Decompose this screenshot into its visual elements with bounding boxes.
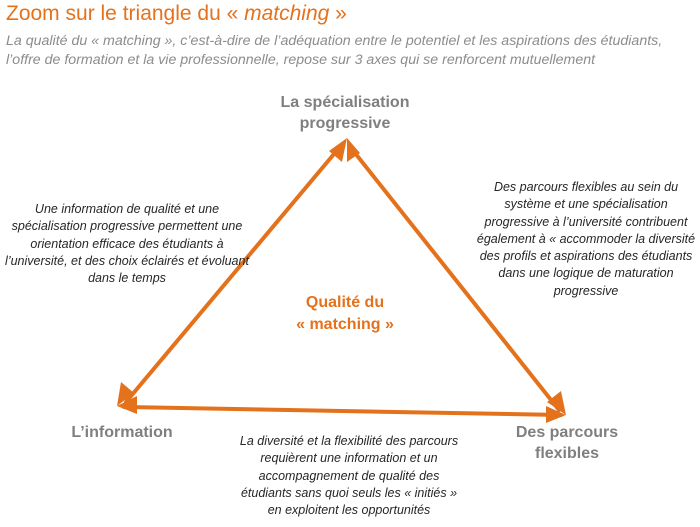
page-subtitle: La qualité du « matching », c’est-à-dire de l’adéquation entre le potentiel et les aspirations des étudiants, l’offre de formation et la vie professionnelle, repose sur 3 axes qui se renforcent mutuellement [6, 33, 663, 68]
node-specialisation-line1: La spécialisation [280, 94, 410, 111]
node-information: L’information [71, 424, 173, 441]
title-emphasis: matching [244, 2, 330, 25]
node-parcours-line1: Des parcours [515, 424, 619, 441]
note-parcours-specialisation: Des parcours flexibles au sein du système et une spécialisation progressive à l’université contribuent également à « accommoder la diversité des profils et aspirations des étudiants dans une logique de maturation progressive [476, 180, 696, 298]
node-specialisation [240, 92, 450, 134]
title-prefix: Zoom sur le triangle du « [6, 2, 245, 25]
note-information-specialisation: Une information de qualité et une spécialisation progressive permettent une orientation efficace des étudiants à l’université, et des choix éclairés et évoluant dans le temps [5, 202, 249, 286]
note-diversite-flexibilite: La diversité et la flexibilité des parcours requièrent une information et un accompagnement de qualité des étudiants sans quoi seuls les « initiés » en exploitent les opportunités [239, 434, 459, 518]
center-line2: « matching » [296, 316, 394, 333]
edge-bottom [124, 407, 561, 415]
node-specialisation-line2: progressive [299, 115, 391, 132]
center-matching-label [270, 292, 420, 336]
title-suffix: » [329, 2, 347, 25]
node-parcours-flexibles [482, 422, 652, 464]
center-line1: Qualité du [305, 294, 385, 311]
node-parcours-line2: flexibles [534, 445, 600, 462]
